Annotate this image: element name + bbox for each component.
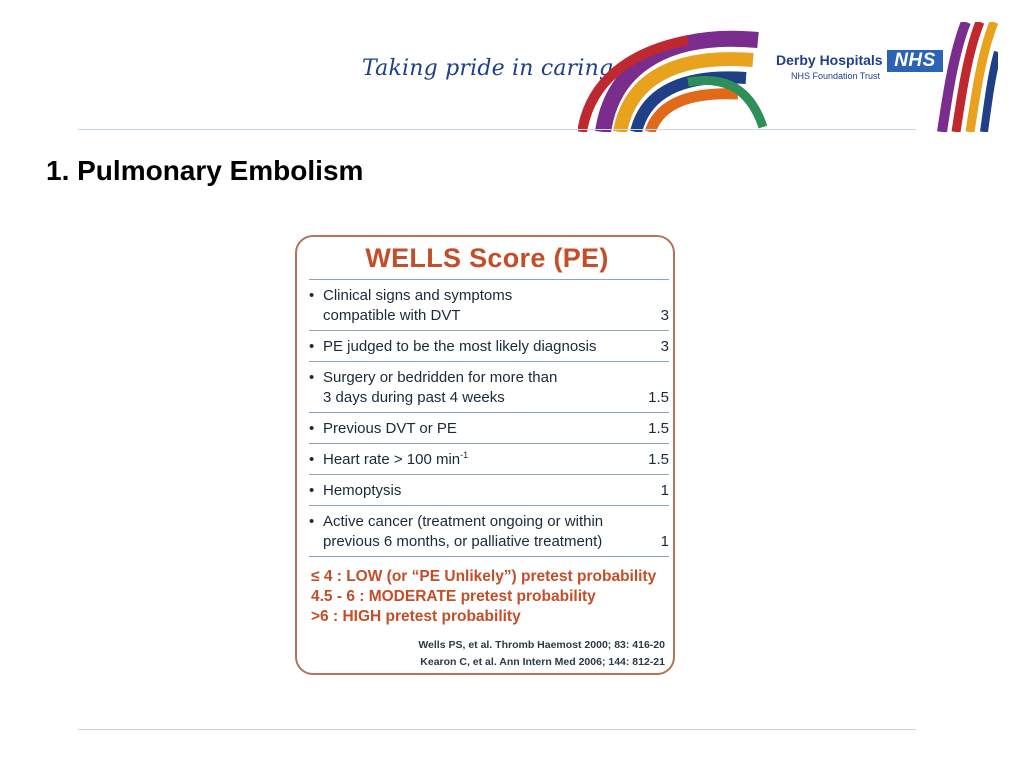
criteria-list (309, 279, 669, 557)
criterion-label: Heart rate > 100 min (323, 451, 461, 468)
criterion-line: 3 days during past 4 weeks (323, 389, 505, 406)
page-title: 1. Pulmonary Embolism (46, 155, 364, 186)
bullet-icon: • (309, 482, 315, 499)
criterion-line (323, 450, 638, 470)
wells-score-card (295, 235, 675, 675)
references (418, 637, 665, 671)
criterion-text (309, 450, 638, 470)
criterion-line: Hemoptysis (323, 482, 402, 499)
criterion-row (309, 505, 669, 557)
criterion-text (309, 481, 638, 501)
criterion-row (309, 330, 669, 361)
criterion-points: 3 (660, 338, 669, 355)
org-name: Derby Hospitals (776, 52, 883, 68)
criterion-row (309, 443, 669, 474)
bullet-icon: • (309, 369, 315, 386)
score-interpretation (311, 567, 671, 627)
interpretation-low: ≤ 4 : LOW (or “PE Unlikely”) pretest probability (311, 568, 657, 585)
criterion-points: 1.5 (648, 389, 669, 406)
criterion-line: Active cancer (treatment ongoing or within (323, 513, 604, 530)
criterion-row (309, 474, 669, 505)
criterion-points: 1.5 (648, 451, 669, 468)
criterion-line: Surgery or bedridden for more than (323, 369, 558, 386)
criterion-row (309, 412, 669, 443)
header-banner (0, 0, 1024, 135)
criterion-line: compatible with DVT (323, 307, 461, 324)
bullet-icon: • (309, 420, 315, 437)
criterion-line: Clinical signs and symptoms (323, 287, 513, 304)
org-subtitle: NHS Foundation Trust (791, 71, 881, 81)
tagline: Taking pride in caring (362, 56, 614, 81)
criterion-line: previous 6 months, or palliative treatment) (323, 533, 603, 550)
reference-line: Kearon C, et al. Ann Intern Med 2006; 144: 812-21 (420, 656, 665, 668)
interpretation-moderate: 4.5 - 6 : MODERATE pretest probability (311, 588, 596, 605)
bullet-icon: • (309, 287, 315, 304)
unit-superscript: -1 (460, 450, 469, 460)
criterion-points: 1 (660, 482, 669, 499)
criterion-row (309, 361, 669, 412)
card-title: WELLS Score (PE) (365, 243, 609, 273)
criterion-text (309, 419, 638, 439)
reference-line: Wells PS, et al. Thromb Haemost 2000; 83: 416-20 (418, 639, 665, 651)
bullet-icon: • (309, 338, 315, 355)
criterion-points: 1.5 (648, 420, 669, 437)
bullet-icon: • (309, 451, 315, 468)
interpretation-high: >6 : HIGH pretest probability (311, 608, 521, 625)
criterion-row (309, 279, 669, 330)
decorative-stripes-graphic (936, 22, 998, 132)
bullet-icon: • (309, 513, 315, 530)
criterion-line: PE judged to be the most likely diagnosis (323, 338, 597, 355)
nhs-logo: NHS (887, 50, 943, 72)
criterion-text (309, 286, 638, 326)
footer-divider (78, 729, 916, 730)
criterion-text (309, 337, 638, 357)
criterion-points: 3 (660, 307, 669, 324)
criterion-points: 1 (660, 533, 669, 550)
criterion-text (309, 368, 638, 408)
criterion-line: Previous DVT or PE (323, 420, 457, 437)
criterion-text (309, 512, 638, 552)
decorative-arcs-graphic (578, 22, 768, 132)
header-divider (78, 129, 916, 130)
